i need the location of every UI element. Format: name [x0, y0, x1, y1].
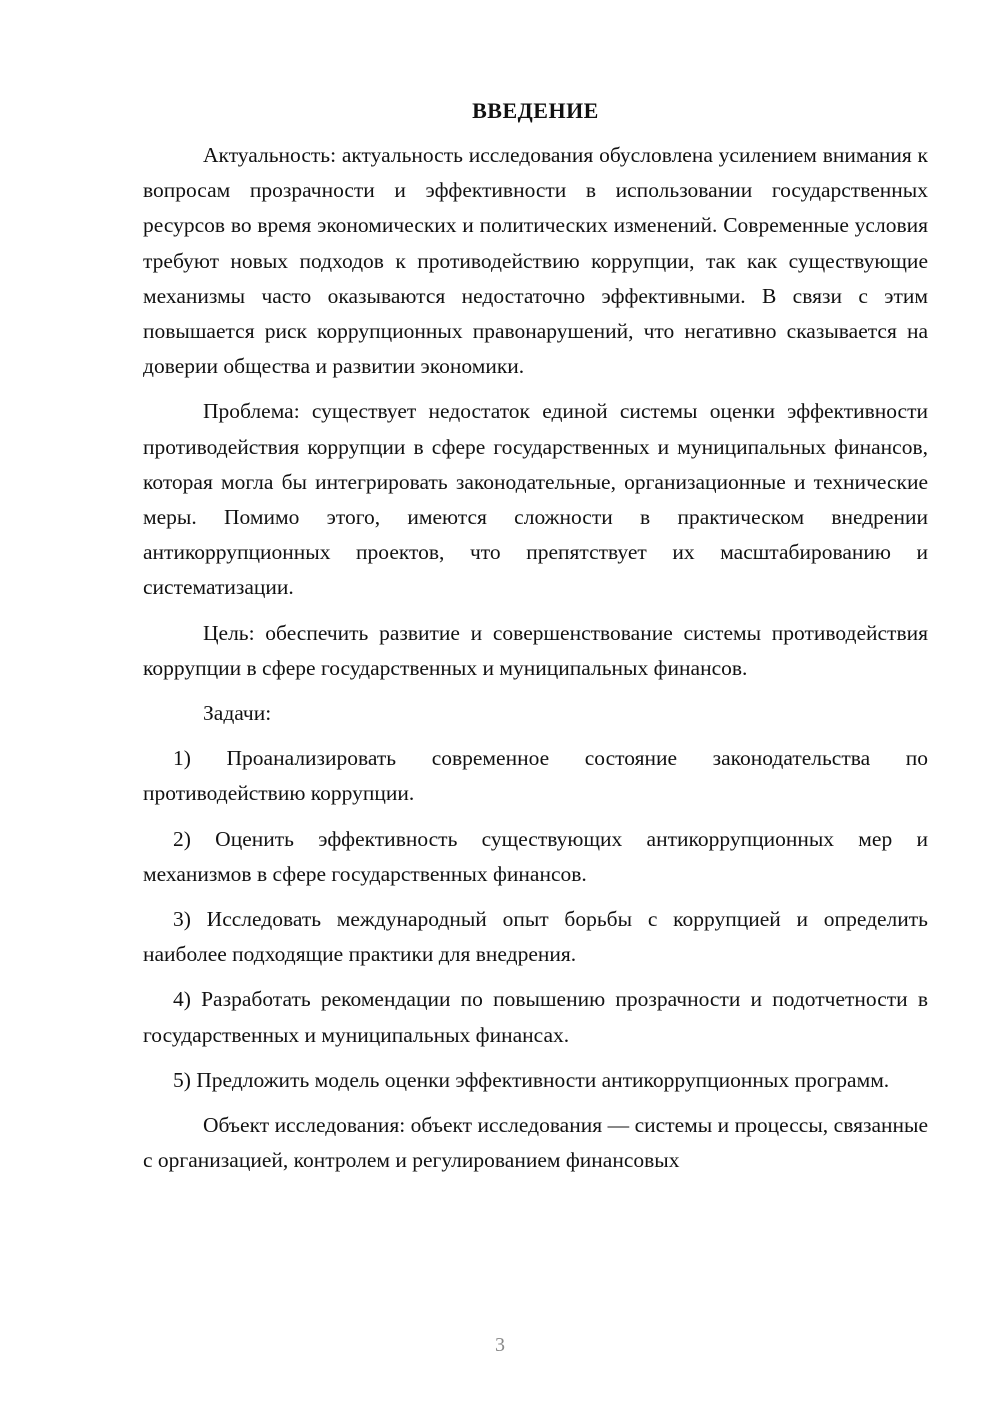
- page-number: 3: [495, 1334, 505, 1356]
- task-item-1: 1) Проанализировать современное состояние законодательства по противодействию коррупции.: [143, 746, 928, 806]
- task-item-3: 3) Исследовать международный опыт борьбы с коррупцией и определить наиболее подходящие практики для внедрения.: [143, 907, 928, 967]
- relevance-paragraph: Актуальность: актуальность исследования обусловлена усилением внимания к вопросам прозрачности и эффективности в использовании государственных ресурсов во время экономических и политических изменений. Современные условия требуют новых подходов к противодействию коррупции, так как существующие механизмы часто оказываются недостаточно эффективными. В связи с этим повышается риск коррупционных правонарушений, что негативно сказывается на доверии общества и развитии экономики.: [143, 143, 928, 379]
- page-content: [143, 96, 928, 1178]
- tasks-heading: Задачи:: [203, 701, 272, 726]
- task-item-5: 5) Предложить модель оценки эффективности антикоррупционных программ.: [173, 1067, 890, 1092]
- page-title: ВВЕДЕНИЕ: [472, 98, 599, 123]
- task-item-4: 4) Разработать рекомендации по повышению прозрачности и подотчетности в государственных и муниципальных финансах.: [143, 987, 928, 1047]
- goal-paragraph: Цель: обеспечить развитие и совершенствование системы противодействия коррупции в сфере государственных и муниципальных финансов.: [143, 620, 928, 680]
- problem-paragraph: Проблема: существует недостаток единой системы оценки эффективности противодействия коррупции в сфере государственных и муниципальных финансов, которая могла бы интегрировать законодательные, организационные и технические меры. Помимо этого, имеются сложности в практическом внедрении антикоррупционных проектов, что препятствует их масштабированию и систематизации.: [143, 399, 928, 600]
- task-item-2: 2) Оценить эффективность существующих антикоррупционных мер и механизмов в сфере государственных финансов.: [143, 826, 928, 886]
- object-paragraph: Объект исследования: объект исследования — системы и процессы, связанные с организацией, контролем и регулированием финансовых: [143, 1113, 928, 1173]
